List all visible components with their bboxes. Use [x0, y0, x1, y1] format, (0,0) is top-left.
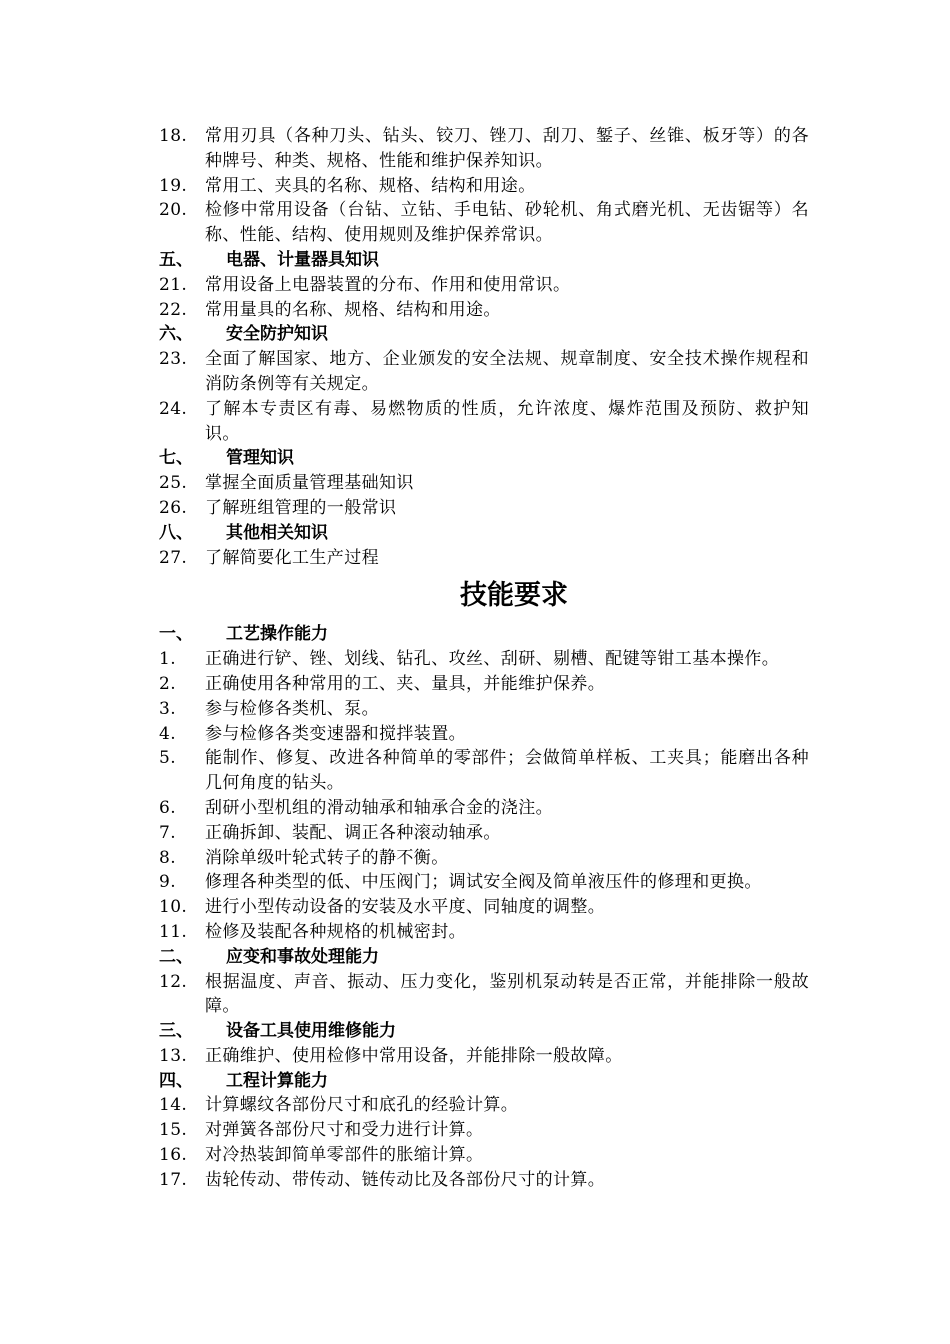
- list-item: [159, 347, 809, 397]
- list-item: [159, 273, 809, 298]
- item-text: 常用量具的名称、规格、结构和用途。: [205, 299, 501, 320]
- item-number: 25.: [159, 473, 188, 494]
- item-number: 13.: [159, 1045, 188, 1066]
- section-heading: [159, 945, 809, 970]
- item-text: 正确进行铲、锉、划线、钻孔、攻丝、刮研、剔槽、配键等钳工基本操作。: [205, 649, 780, 670]
- item-number: 4.: [159, 723, 177, 744]
- document-body: [159, 124, 809, 1193]
- section-number: 一、: [159, 624, 193, 645]
- item-number: 16.: [159, 1145, 188, 1166]
- section-number: 四、: [159, 1070, 193, 1091]
- list-item: [159, 298, 809, 323]
- list-item: [159, 198, 809, 248]
- list-item: [159, 796, 809, 821]
- section-number: 三、: [159, 1021, 193, 1042]
- item-number: 21.: [159, 274, 188, 295]
- item-number: 5.: [159, 748, 177, 769]
- item-text: 修理各种类型的低、中压阀门；调试安全阀及简单液压件的修理和更换。: [205, 872, 762, 893]
- item-number: 3.: [159, 698, 177, 719]
- item-text: 正确维护、使用检修中常用设备，并能排除一般故障。: [205, 1045, 623, 1066]
- list-item: [159, 471, 809, 496]
- list-item: [159, 697, 809, 722]
- item-text: 了解简要化工生产过程: [205, 547, 379, 568]
- list-item: [159, 546, 809, 571]
- item-text: 参与检修各类机、泵。: [205, 698, 379, 719]
- list-item: [159, 846, 809, 871]
- skills-list: [159, 622, 809, 1192]
- item-number: 8.: [159, 847, 177, 868]
- item-text: 对弹簧各部份尺寸和受力进行计算。: [205, 1120, 484, 1141]
- item-text: 常用工、夹具的名称、规格、结构和用途。: [205, 175, 536, 196]
- section-number: 八、: [159, 522, 193, 543]
- item-number: 9.: [159, 872, 177, 893]
- section-number: 六、: [159, 324, 193, 345]
- list-item: [159, 1143, 809, 1168]
- section-heading: [159, 1019, 809, 1044]
- item-number: 7.: [159, 822, 177, 843]
- list-item: [159, 746, 809, 796]
- section-title: 设备工具使用维修能力: [226, 1021, 396, 1042]
- item-text: 掌握全面质量管理基础知识: [205, 473, 414, 494]
- section-heading: [159, 622, 809, 647]
- item-number: 10.: [159, 897, 188, 918]
- section-heading: [159, 521, 809, 546]
- item-number: 23.: [159, 349, 188, 370]
- item-text: 刮研小型机组的滑动轴承和轴承合金的浇注。: [205, 797, 553, 818]
- list-item: [159, 970, 809, 1020]
- item-text: 常用设备上电器装置的分布、作用和使用常识。: [205, 274, 571, 295]
- item-text: 了解班组管理的一般常识: [205, 497, 397, 518]
- item-number: 22.: [159, 299, 188, 320]
- item-text: 常用刃具（各种刀头、钻头、铰刀、锉刀、刮刀、錾子、丝锥、板牙等）的各种牌号、种类、规格、性能和维护保养知识。: [205, 126, 809, 171]
- item-number: 15.: [159, 1120, 188, 1141]
- list-item: [159, 722, 809, 747]
- section-title: 其他相关知识: [226, 522, 328, 543]
- list-item: [159, 1168, 809, 1193]
- list-item: [159, 672, 809, 697]
- section-number: 五、: [159, 249, 193, 270]
- item-text: 齿轮传动、带传动、链传动比及各部份尺寸的计算。: [205, 1169, 606, 1190]
- list-item: [159, 870, 809, 895]
- item-text: 检修中常用设备（台钻、立钻、手电钻、砂轮机、角式磨光机、无齿锯等）名称、性能、结构、使用规则及维护保养常识。: [205, 200, 809, 246]
- section-title: 工程计算能力: [226, 1070, 328, 1091]
- item-number: 6.: [159, 797, 177, 818]
- item-number: 19.: [159, 175, 188, 196]
- list-item: [159, 821, 809, 846]
- item-text: 全面了解国家、地方、企业颁发的安全法规、规章制度、安全技术操作规程和消防条例等有关规定。: [205, 349, 809, 394]
- list-item: [159, 647, 809, 672]
- list-item: [159, 1118, 809, 1143]
- item-number: 24.: [159, 398, 188, 419]
- item-text: 进行小型传动设备的安装及水平度、同轴度的调整。: [205, 897, 606, 918]
- item-number: 2.: [159, 673, 177, 694]
- item-text: 正确拆卸、装配、调正各种滚动轴承。: [205, 822, 501, 843]
- item-number: 14.: [159, 1095, 188, 1116]
- item-text: 消除单级叶轮式转子的静不衡。: [205, 847, 449, 868]
- list-item: [159, 920, 809, 945]
- list-item: [159, 1044, 809, 1069]
- item-text: 正确使用各种常用的工、夹、量具，并能维护保养。: [205, 673, 606, 694]
- item-text: 计算螺纹各部份尺寸和底孔的经验计算。: [205, 1095, 519, 1116]
- section-number: 二、: [159, 946, 193, 967]
- section-title: 应变和事故处理能力: [226, 946, 379, 967]
- item-text: 了解本专责区有毒、易燃物质的性质，允许浓度、爆炸范围及预防、救护知识。: [205, 398, 809, 444]
- item-number: 18.: [159, 126, 188, 146]
- section-title: 安全防护知识: [226, 324, 328, 345]
- section-heading: [159, 248, 809, 273]
- skills-title: 技能要求: [460, 580, 568, 612]
- item-number: 20.: [159, 200, 188, 221]
- section-number: 七、: [159, 448, 193, 469]
- knowledge-list: [159, 124, 809, 570]
- item-number: 11.: [159, 921, 188, 942]
- item-text: 参与检修各类变速器和搅拌装置。: [205, 723, 466, 744]
- list-item: [159, 496, 809, 521]
- section-title: 电器、计量器具知识: [226, 249, 379, 270]
- section-heading: [159, 1069, 809, 1094]
- item-text: 根据温度、声音、振动、压力变化，鉴别机泵动转是否正常，并能排除一般故障。: [205, 971, 809, 1017]
- item-number: 27.: [159, 547, 188, 568]
- section-title: 管理知识: [226, 448, 294, 469]
- list-item: [159, 397, 809, 447]
- list-item: [159, 895, 809, 920]
- section-title: 工艺操作能力: [226, 624, 328, 645]
- item-number: 17.: [159, 1169, 188, 1190]
- item-number: 26.: [159, 497, 188, 518]
- item-text: 检修及装配各种规格的机械密封。: [205, 921, 466, 942]
- list-item: [159, 1093, 809, 1118]
- item-number: 12.: [159, 971, 188, 992]
- section-heading: [159, 446, 809, 471]
- list-item: [159, 124, 809, 174]
- section-heading: [159, 322, 809, 347]
- item-text: 对冷热装卸简单零部件的胀缩计算。: [205, 1145, 484, 1166]
- item-number: 1.: [159, 649, 177, 670]
- list-item: [159, 174, 809, 199]
- item-text: 能制作、修复、改进各种简单的零部件；会做简单样板、工夹具；能磨出各种几何角度的钻头。: [205, 748, 809, 794]
